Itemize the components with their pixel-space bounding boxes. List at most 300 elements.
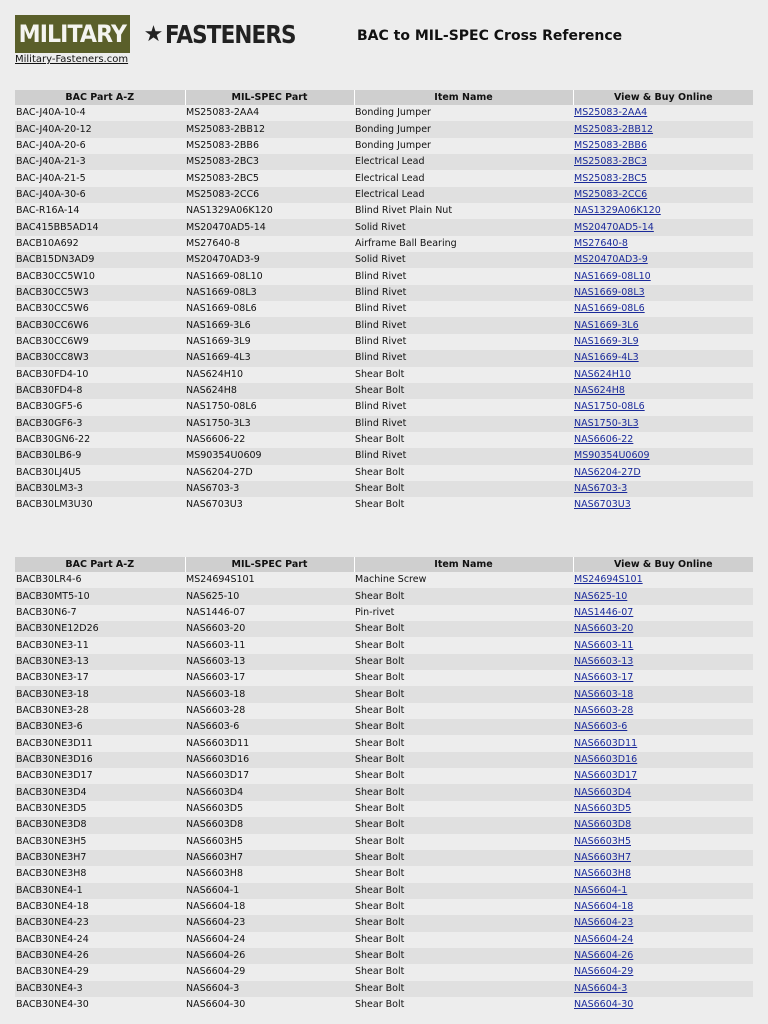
mil-spec-part-cell: NAS624H8 (185, 383, 354, 399)
view-buy-cell (573, 138, 753, 154)
item-name-cell: Shear Bolt (354, 735, 573, 751)
item-name-cell: Shear Bolt (354, 915, 573, 931)
buy-online-link[interactable]: MS25083-2BC5 (574, 172, 647, 184)
view-buy-cell (573, 981, 753, 997)
mil-spec-part-cell: NAS6603-11 (185, 637, 354, 653)
buy-online-link[interactable]: NAS1669-4L3 (574, 352, 639, 364)
item-name-cell: Blind Rivet (354, 334, 573, 350)
mil-spec-part-cell: MS90354U0609 (185, 448, 354, 464)
item-name-cell: Blind Rivet (354, 268, 573, 284)
view-buy-cell (573, 383, 753, 399)
table-row (15, 850, 753, 866)
buy-online-link[interactable]: NAS6604-23 (574, 917, 634, 929)
mil-spec-part-cell: NAS1669-3L9 (185, 334, 354, 350)
mil-spec-part-cell: NAS1669-4L3 (185, 350, 354, 366)
mil-spec-part-cell: NAS1750-08L6 (185, 399, 354, 415)
item-name-cell: Electrical Lead (354, 170, 573, 186)
item-name-cell: Machine Screw (354, 572, 573, 588)
mil-spec-part-cell: MS25083-2BB12 (185, 121, 354, 137)
mil-spec-part-cell: NAS6603-20 (185, 621, 354, 637)
table-row (15, 899, 753, 915)
buy-online-link[interactable]: NAS6603D11 (574, 737, 638, 749)
bac-part-cell: BACB30NE3-13 (15, 654, 185, 670)
view-buy-cell (573, 915, 753, 931)
bac-part-cell: BAC-J40A-20-12 (15, 121, 185, 137)
mil-spec-part-cell: NAS1329A06K120 (185, 203, 354, 219)
mil-spec-part-cell: NAS6603-6 (185, 719, 354, 735)
buy-online-link[interactable]: MS90354U0609 (574, 450, 650, 462)
mil-spec-part-cell: NAS1750-3L3 (185, 416, 354, 432)
item-name-cell: Shear Bolt (354, 432, 573, 448)
item-name-cell: Shear Bolt (354, 883, 573, 899)
item-name-cell: Bonding Jumper (354, 105, 573, 121)
table-row (15, 735, 753, 751)
buy-online-link[interactable]: NAS1669-3L9 (574, 335, 639, 347)
item-name-cell: Shear Bolt (354, 481, 573, 497)
bac-part-cell: BAC-J40A-30-6 (15, 187, 185, 203)
bac-part-cell: BACB10A692 (15, 236, 185, 252)
view-buy-cell (573, 448, 753, 464)
item-name-cell: Shear Bolt (354, 703, 573, 719)
bac-part-cell: BACB30CC5W10 (15, 268, 185, 284)
bac-part-cell: BACB30NE4-1 (15, 883, 185, 899)
view-buy-cell (573, 735, 753, 751)
item-name-cell: Blind Rivet (354, 350, 573, 366)
mil-spec-part-cell: MS20470AD5-14 (185, 219, 354, 235)
view-buy-cell (573, 170, 753, 186)
item-name-cell: Blind Rivet (354, 399, 573, 415)
buy-online-link[interactable]: NAS6603H8 (574, 868, 631, 880)
bac-part-cell: BACB30NE3H7 (15, 850, 185, 866)
buy-online-link[interactable]: NAS6603D17 (574, 770, 638, 782)
item-name-cell: Shear Bolt (354, 719, 573, 735)
column-header-item-name: Item Name (354, 557, 573, 572)
table-row (15, 817, 753, 833)
table-row (15, 572, 753, 588)
buy-online-link[interactable]: NAS6603-6 (574, 721, 628, 733)
mil-spec-part-cell: NAS1669-08L6 (185, 301, 354, 317)
bac-part-cell: BACB30NE3-18 (15, 686, 185, 702)
site-home-link[interactable]: Military-Fasteners.com (15, 54, 129, 65)
view-buy-cell (573, 997, 753, 1013)
bac-part-cell: BACB30MT5-10 (15, 588, 185, 604)
bac-part-cell: BACB30NE4-3 (15, 981, 185, 997)
bac-part-cell: BACB30FD4-8 (15, 383, 185, 399)
view-buy-cell (573, 203, 753, 219)
page-title: BAC to MIL-SPEC Cross Reference (357, 28, 623, 44)
mil-spec-part-cell: MS25083-2BB6 (185, 138, 354, 154)
buy-online-link[interactable]: NAS6603D5 (574, 802, 632, 814)
buy-online-link[interactable]: MS25083-2AA4 (574, 107, 648, 119)
bac-part-cell: BACB30GF5-6 (15, 399, 185, 415)
view-buy-cell (573, 236, 753, 252)
view-buy-cell (573, 637, 753, 653)
view-buy-cell (573, 964, 753, 980)
buy-online-link[interactable]: NAS1669-3L6 (574, 319, 639, 331)
table-row (15, 334, 753, 350)
table-row (15, 637, 753, 653)
view-buy-cell (573, 850, 753, 866)
table-row (15, 301, 753, 317)
buy-online-link[interactable]: NAS1669-08L6 (574, 303, 645, 315)
table-row (15, 203, 753, 219)
mil-spec-part-cell: NAS6603-17 (185, 670, 354, 686)
mil-spec-part-cell: NAS6604-23 (185, 915, 354, 931)
mil-spec-part-cell: MS20470AD3-9 (185, 252, 354, 268)
table-row (15, 883, 753, 899)
table-row (15, 768, 753, 784)
bac-part-cell: BACB30CC6W9 (15, 334, 185, 350)
table-row (15, 268, 753, 284)
mil-spec-part-cell: NAS6604-18 (185, 899, 354, 915)
table-row (15, 105, 753, 121)
item-name-cell: Shear Bolt (354, 850, 573, 866)
item-name-cell: Blind Rivet (354, 317, 573, 333)
item-name-cell: Shear Bolt (354, 768, 573, 784)
item-name-cell: Bonding Jumper (354, 121, 573, 137)
view-buy-cell (573, 367, 753, 383)
item-name-cell: Solid Rivet (354, 219, 573, 235)
bac-part-cell: BACB30NE4-24 (15, 932, 185, 948)
buy-online-link[interactable]: NAS6204-27D (574, 466, 641, 478)
table-row (15, 686, 753, 702)
bac-part-cell: BACB30NE3D4 (15, 784, 185, 800)
item-name-cell: Shear Bolt (354, 497, 573, 513)
view-buy-cell (573, 154, 753, 170)
buy-online-link[interactable]: NAS6604-30 (574, 999, 634, 1011)
table-row (15, 252, 753, 268)
logo-fasteners-text: FASTENERS (165, 19, 297, 49)
mil-spec-part-cell: NAS6603D11 (185, 735, 354, 751)
buy-online-link[interactable]: NAS6603-18 (574, 688, 634, 700)
column-header-view-buy: View & Buy Online (573, 90, 753, 105)
mil-spec-part-cell: NAS6603-13 (185, 654, 354, 670)
table-row (15, 948, 753, 964)
cross-reference-table-1 (15, 90, 753, 514)
buy-online-link[interactable]: NAS1669-08L10 (574, 270, 651, 282)
buy-online-link[interactable]: NAS6603D4 (574, 786, 632, 798)
mil-spec-part-cell: NAS6603D5 (185, 801, 354, 817)
view-buy-cell (573, 350, 753, 366)
item-name-cell: Bonding Jumper (354, 138, 573, 154)
view-buy-cell (573, 317, 753, 333)
item-name-cell: Shear Bolt (354, 686, 573, 702)
bac-part-cell: BACB30LJ4U5 (15, 465, 185, 481)
view-buy-cell (573, 572, 753, 588)
buy-online-link[interactable]: NAS6603-20 (574, 623, 634, 635)
item-name-cell: Shear Bolt (354, 670, 573, 686)
view-buy-cell (573, 817, 753, 833)
bac-part-cell: BACB30LB6-9 (15, 448, 185, 464)
view-buy-cell (573, 768, 753, 784)
buy-online-link[interactable]: NAS6603-13 (574, 655, 634, 667)
buy-online-link[interactable]: NAS6604-3 (574, 982, 628, 994)
table-row (15, 350, 753, 366)
bac-part-cell: BACB30NE3-6 (15, 719, 185, 735)
bac-part-cell: BACB30NE12D26 (15, 621, 185, 637)
table-row (15, 801, 753, 817)
mil-spec-part-cell: MS25083-2BC5 (185, 170, 354, 186)
item-name-cell: Pin-rivet (354, 605, 573, 621)
item-name-cell: Shear Bolt (354, 948, 573, 964)
mil-spec-part-cell: MS27640-8 (185, 236, 354, 252)
view-buy-cell (573, 752, 753, 768)
buy-online-link[interactable]: NAS624H8 (574, 385, 625, 397)
column-header-mil-spec-part: MIL-SPEC Part (185, 557, 354, 572)
table-row (15, 784, 753, 800)
view-buy-cell (573, 719, 753, 735)
table-row (15, 997, 753, 1013)
buy-online-link[interactable]: MS27640-8 (574, 237, 628, 249)
bac-part-cell: BAC-J40A-20-6 (15, 138, 185, 154)
mil-spec-part-cell: MS25083-2BC3 (185, 154, 354, 170)
bac-part-cell: BACB30FD4-10 (15, 367, 185, 383)
table-row (15, 834, 753, 850)
buy-online-link[interactable]: NAS6703-3 (574, 483, 628, 495)
mil-spec-part-cell: NAS1446-07 (185, 605, 354, 621)
buy-online-link[interactable]: NAS6603D16 (574, 753, 638, 765)
table-row (15, 399, 753, 415)
table-row (15, 383, 753, 399)
item-name-cell: Shear Bolt (354, 637, 573, 653)
item-name-cell: Shear Bolt (354, 784, 573, 800)
bac-part-cell: BACB30NE3-11 (15, 637, 185, 653)
bac-part-cell: BACB30NE3H5 (15, 834, 185, 850)
buy-online-link[interactable]: MS25083-2BC3 (574, 156, 647, 168)
table-row (15, 170, 753, 186)
mil-spec-part-cell: NAS6204-27D (185, 465, 354, 481)
buy-online-link[interactable]: MS25083-2BB12 (574, 123, 654, 135)
buy-online-link[interactable]: NAS6703U3 (574, 499, 631, 511)
page-header (15, 14, 755, 70)
view-buy-cell (573, 301, 753, 317)
table-row (15, 416, 753, 432)
site-logo[interactable] (15, 14, 317, 54)
buy-online-link[interactable]: NAS1750-3L3 (574, 417, 639, 429)
mil-spec-part-cell: NAS6604-1 (185, 883, 354, 899)
bac-part-cell: BACB30NE3D8 (15, 817, 185, 833)
view-buy-cell (573, 416, 753, 432)
item-name-cell: Airframe Ball Bearing (354, 236, 573, 252)
view-buy-cell (573, 481, 753, 497)
bac-part-cell: BACB30CC5W3 (15, 285, 185, 301)
view-buy-cell (573, 899, 753, 915)
table-row (15, 866, 753, 882)
bac-part-cell: BACB30CC6W6 (15, 317, 185, 333)
column-header-bac-part: BAC Part A-Z (15, 90, 185, 105)
bac-part-cell: BACB30NE4-30 (15, 997, 185, 1013)
table-row (15, 285, 753, 301)
item-name-cell: Shear Bolt (354, 465, 573, 481)
item-name-cell: Shear Bolt (354, 834, 573, 850)
buy-online-link[interactable]: NAS1669-08L3 (574, 286, 645, 298)
table-row (15, 481, 753, 497)
bac-part-cell: BACB30NE4-23 (15, 915, 185, 931)
bac-part-cell: BACB30GF6-3 (15, 416, 185, 432)
mil-spec-part-cell: NAS6604-30 (185, 997, 354, 1013)
mil-spec-part-cell: NAS6603D4 (185, 784, 354, 800)
buy-online-link[interactable]: NAS6604-1 (574, 884, 628, 896)
bac-part-cell: BAC-J40A-21-3 (15, 154, 185, 170)
mil-spec-part-cell: NAS6604-29 (185, 964, 354, 980)
buy-online-link[interactable]: NAS624H10 (574, 368, 631, 380)
view-buy-cell (573, 285, 753, 301)
bac-part-cell: BACB30CC5W6 (15, 301, 185, 317)
bac-part-cell: BACB30NE3D5 (15, 801, 185, 817)
buy-online-link[interactable]: NAS6604-18 (574, 901, 634, 913)
buy-online-link[interactable]: NAS6604-24 (574, 933, 634, 945)
table-row (15, 317, 753, 333)
view-buy-cell (573, 686, 753, 702)
mil-spec-part-cell: NAS6604-24 (185, 932, 354, 948)
buy-online-link[interactable]: MS20470AD5-14 (574, 221, 654, 233)
buy-online-link[interactable]: NAS1750-08L6 (574, 401, 645, 413)
bac-part-cell: BAC-R16A-14 (15, 203, 185, 219)
buy-online-link[interactable]: NAS6603H5 (574, 835, 631, 847)
view-buy-cell (573, 252, 753, 268)
table-row (15, 154, 753, 170)
view-buy-cell (573, 703, 753, 719)
buy-online-link[interactable]: NAS1329A06K120 (574, 205, 661, 217)
item-name-cell: Blind Rivet (354, 416, 573, 432)
buy-online-link[interactable]: NAS6603-11 (574, 639, 634, 651)
item-name-cell: Blind Rivet Plain Nut (354, 203, 573, 219)
table-row (15, 964, 753, 980)
item-name-cell: Shear Bolt (354, 588, 573, 604)
column-header-bac-part: BAC Part A-Z (15, 557, 185, 572)
bac-part-cell: BACB30CC8W3 (15, 350, 185, 366)
mil-spec-part-cell: NAS6603D8 (185, 817, 354, 833)
bac-part-cell: BACB30NE3H8 (15, 866, 185, 882)
buy-online-link[interactable]: MS20470AD3-9 (574, 254, 648, 266)
buy-online-link[interactable]: NAS6604-26 (574, 950, 634, 962)
buy-online-link[interactable]: MS25083-2CC6 (574, 188, 648, 200)
mil-spec-part-cell: NAS6703-3 (185, 481, 354, 497)
view-buy-cell (573, 948, 753, 964)
bac-part-cell: BAC-J40A-10-4 (15, 105, 185, 121)
view-buy-cell (573, 834, 753, 850)
table-row (15, 432, 753, 448)
view-buy-cell (573, 621, 753, 637)
view-buy-cell (573, 670, 753, 686)
view-buy-cell (573, 588, 753, 604)
column-header-view-buy: View & Buy Online (573, 557, 753, 572)
bac-part-cell: BACB30NE4-18 (15, 899, 185, 915)
buy-online-link[interactable]: NAS1446-07 (574, 606, 634, 618)
view-buy-cell (573, 334, 753, 350)
view-buy-cell (573, 268, 753, 284)
table-row (15, 981, 753, 997)
item-name-cell: Blind Rivet (354, 301, 573, 317)
bac-part-cell: BACB30GN6-22 (15, 432, 185, 448)
mil-spec-part-cell: MS24694S101 (185, 572, 354, 588)
buy-online-link[interactable]: NAS6603-17 (574, 672, 634, 684)
buy-online-link[interactable]: NAS6603H7 (574, 852, 631, 864)
view-buy-cell (573, 105, 753, 121)
mil-spec-part-cell: NAS1669-08L3 (185, 285, 354, 301)
item-name-cell: Electrical Lead (354, 187, 573, 203)
mil-spec-part-cell: NAS6603H7 (185, 850, 354, 866)
table-row (15, 367, 753, 383)
mil-spec-part-cell: NAS1669-3L6 (185, 317, 354, 333)
table-header-row (15, 90, 753, 105)
item-name-cell: Shear Bolt (354, 964, 573, 980)
mil-spec-part-cell: NAS6604-3 (185, 981, 354, 997)
bac-part-cell: BACB30NE4-29 (15, 964, 185, 980)
table-row (15, 465, 753, 481)
buy-online-link[interactable]: NAS6606-22 (574, 434, 634, 446)
cross-reference-table-2 (15, 557, 753, 1013)
view-buy-cell (573, 187, 753, 203)
bac-part-cell: BACB30LM3U30 (15, 497, 185, 513)
buy-online-link[interactable]: NAS625-10 (574, 590, 628, 602)
table-row (15, 588, 753, 604)
mil-spec-part-cell: NAS6603D16 (185, 752, 354, 768)
bac-part-cell: BAC-J40A-21-5 (15, 170, 185, 186)
item-name-cell: Shear Bolt (354, 899, 573, 915)
view-buy-cell (573, 605, 753, 621)
view-buy-cell (573, 399, 753, 415)
table-row (15, 236, 753, 252)
mil-spec-part-cell: NAS1669-08L10 (185, 268, 354, 284)
table-row (15, 654, 753, 670)
item-name-cell: Electrical Lead (354, 154, 573, 170)
bac-part-cell: BACB30NE3D17 (15, 768, 185, 784)
view-buy-cell (573, 801, 753, 817)
item-name-cell: Solid Rivet (354, 252, 573, 268)
item-name-cell: Shear Bolt (354, 752, 573, 768)
mil-spec-part-cell: NAS6603-28 (185, 703, 354, 719)
view-buy-cell (573, 432, 753, 448)
mil-spec-part-cell: NAS6603D17 (185, 768, 354, 784)
item-name-cell: Shear Bolt (354, 981, 573, 997)
view-buy-cell (573, 883, 753, 899)
mil-spec-part-cell: NAS6603-18 (185, 686, 354, 702)
bac-part-cell: BACB30NE3-17 (15, 670, 185, 686)
logo-military-box (15, 15, 130, 53)
table-row (15, 605, 753, 621)
view-buy-cell (573, 932, 753, 948)
item-name-cell: Shear Bolt (354, 817, 573, 833)
buy-online-link[interactable]: MS25083-2BB6 (574, 139, 647, 151)
table-row (15, 187, 753, 203)
mil-spec-part-cell: MS25083-2CC6 (185, 187, 354, 203)
buy-online-link[interactable]: NAS6603D8 (574, 819, 632, 831)
mil-spec-part-cell: NAS6603H8 (185, 866, 354, 882)
table-header-row (15, 557, 753, 572)
bac-part-cell: BACB30LR4-6 (15, 572, 185, 588)
bac-part-cell: BACB30LM3-3 (15, 481, 185, 497)
table-row (15, 752, 753, 768)
bac-part-cell: BACB30NE3D11 (15, 735, 185, 751)
buy-online-link[interactable]: NAS6603-28 (574, 704, 634, 716)
logo-military-text: MILITARY (18, 20, 127, 48)
mil-spec-part-cell: NAS6604-26 (185, 948, 354, 964)
bac-part-cell: BACB30NE4-26 (15, 948, 185, 964)
view-buy-cell (573, 866, 753, 882)
table-row (15, 497, 753, 513)
buy-online-link[interactable]: NAS6604-29 (574, 966, 634, 978)
table-row (15, 138, 753, 154)
mil-spec-part-cell: NAS6606-22 (185, 432, 354, 448)
table-row (15, 719, 753, 735)
table-row (15, 621, 753, 637)
buy-online-link[interactable]: MS24694S101 (574, 574, 643, 586)
item-name-cell: Shear Bolt (354, 367, 573, 383)
mil-spec-part-cell: NAS6703U3 (185, 497, 354, 513)
mil-spec-part-cell: NAS6603H5 (185, 834, 354, 850)
view-buy-cell (573, 465, 753, 481)
